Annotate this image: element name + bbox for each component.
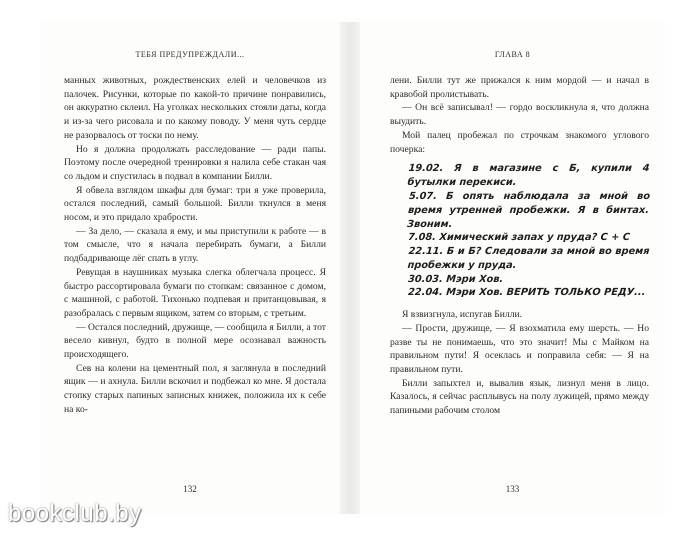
text-after-notes (390, 308, 649, 418)
paragraph: Я взвизгнула, испугав Билли. (402, 309, 523, 321)
text-before-notes (390, 74, 649, 156)
handwritten-note: 19.02. Я в магазине с Б, купили 4 бутылки перекиси. (407, 163, 650, 189)
handwritten-note: 5.07. Б опять наблюдала за мной во время утренней пробежки. Я в бинтах. Звоним. (406, 190, 651, 230)
right-page-text (390, 74, 649, 418)
page-number-right: 133 (505, 484, 520, 494)
paragraph: — За дело, — сказала я ему, и мы приступили к работе — в том смысле, что я начала перебирать бумаги, а Билли подбадривающе лёг спать в углу. (64, 225, 326, 265)
handwritten-notes (408, 162, 649, 300)
left-page (40, 22, 340, 514)
running-head-right: ГЛАВА 8 (494, 50, 531, 59)
paragraph: Но я должна продолжать расследование — ради папы. Поэтому после очередной тренировки я налила себе стакан чая со льдом и спустилась в подвал в компании Билли. (64, 143, 326, 182)
paragraph: Сев на колени на цементный пол, я заглянула в последний ящик — и ахнула. Билли вскочил и подбежал ко мне. Я достала стопку старых папиных записных книжек, положила их к себе на ко- (64, 362, 326, 415)
paragraph: — Остался последний, дружище, — сообщила я Билли, а тот весело кивнул, будто в полной мере осознавал важность происходящего. (64, 321, 326, 361)
paragraph: Билли запыхтел и, вывалив язык, лизнул меня в лицо. Казалось, я сейчас расплывусь на полу лужицей, прямо между папиными рабочим столом (390, 377, 649, 417)
handwritten-note: 7.08. Химический запах у пруда? С + С (407, 232, 631, 244)
paragraph: Я обвела взглядом шкафы для бумаг: три я уже проверила, остался последний, самый большой. Билли ткнулся в меня носом, и это придало храбрости. (64, 184, 326, 224)
handwritten-note: 22.04. Мэри Хов. ВЕРИТЬ ТОЛЬКО РЕДУ... (407, 287, 646, 299)
paragraph: Мой палец пробежал по строчкам знакомого углового почерка: (390, 129, 649, 155)
watermark-logo: bookclub.by (8, 500, 142, 527)
left-page-text (64, 74, 326, 417)
paragraph: Ревущая в наушниках музыка слегка облегчала процесс. Я быстро рассортировала бумаги по стопкам: связанное с домом, с машиной, с работой. Тихонько подпевая и пританцовывая, я разобралась с первым ящиком, затем со вторым, с третьим. (64, 266, 326, 319)
page-number-left: 132 (183, 484, 197, 494)
book-gutter (340, 22, 360, 514)
paragraph: манных животных, рождественских елей и человечков из палочек. Рисунки, которые по какой-то причине понравились, он аккуратно склеил. На уголках нескольких стояли даты, когда и из-за чего рисовала и по какому поводу. У меня чуть сердце не разорвалось от тоски по нему. (64, 75, 326, 141)
handwritten-note: 22.11. Б и Б? Следовали за мной во время пробежки у пруда. (407, 246, 650, 271)
right-page (360, 22, 665, 514)
handwritten-note: 30.03. Мэри Хов. (407, 273, 504, 285)
paragraph: — Он всё записывал! — гордо воскликнула я, что должна выудить. (390, 102, 649, 128)
paragraph: — Прости, дружище, — Я взохматила ему шерсть. — Но разве ты не понимаешь, что это значит! Мы с Майком на правильном пути! Я осеклась и поправила себя: — Я на правильном пути. (390, 322, 649, 375)
running-head-left: ТЕБЯ ПРЕДУПРЕЖДАЛИ... (135, 50, 245, 59)
paragraph: лени. Билли тут же прижался к ним мордой — и начал в кравобой пролистывать. (390, 75, 649, 100)
